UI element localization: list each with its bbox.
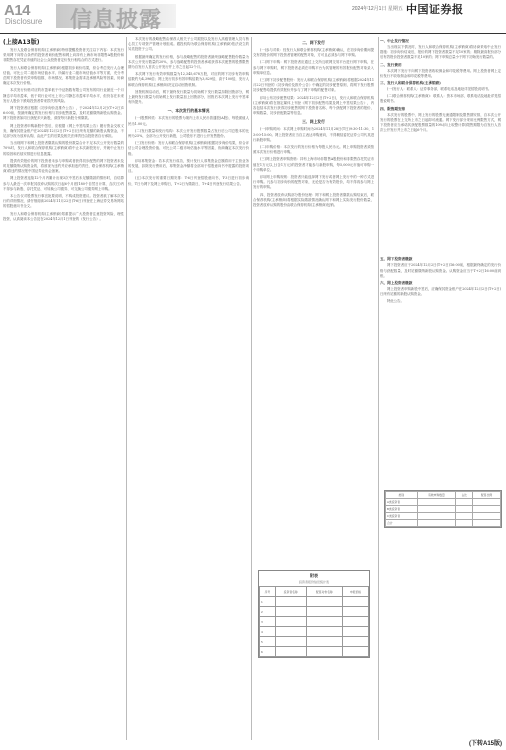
table-row [260, 607, 369, 617]
section-heading: 二、发行费用 [380, 62, 402, 67]
table-header-cell: 有效申购数量 [417, 492, 456, 499]
annex-grid [259, 586, 369, 657]
annex-title: 附表 [310, 573, 318, 578]
table-cell [417, 513, 456, 520]
issue-date: 2024年12月1日 星期五 [352, 6, 403, 12]
table-cell [473, 506, 501, 513]
paragraph: 本次发行的战略配售由保荐人相关子公司跟投以及发行人高级管理人员与核心员工专项资产管理计划组成。跟投机构为联合保荐机构(主承销商)依法设立的另类投资子公司。 [128, 37, 249, 52]
annex-subtitle: 投资者报价信息统计表 [298, 580, 329, 584]
continued-on-label: (下转A15版) [468, 741, 502, 747]
section-heading: 五、网下投资者缴款 [380, 257, 413, 262]
paragraph: 根据最终确定的发行价格，参与战略配售的投资者最终战略配售股份数量为本次公开发行数量的20%，参与战略配售的投资者承诺获得本次配售的股票限售期为自发行人首次公开发行并上市之日起12个月。 [128, 54, 249, 70]
table-cell [417, 506, 456, 513]
table-cell [473, 499, 501, 506]
paragraph: (二)网下申购：网下投资者应通过上交所互联网交易平台进行网下申购，在参与网下申购时，网下投资者必须在申购平台为其管理的有效报价配售对象录入申购单信息。 [253, 60, 374, 75]
table-cell [275, 647, 306, 657]
table-cell: 1 [260, 597, 276, 607]
table-cell [343, 637, 369, 647]
allocation-grid [385, 491, 501, 527]
table-cell [343, 617, 369, 627]
table-row [386, 506, 501, 513]
article-column-4 [380, 37, 501, 740]
table-cell: 4 [260, 627, 276, 637]
table-row [260, 597, 369, 607]
paragraph: 本公告仅对股票发行事宜扼要说明，不构成投资建议。投资者欲了解本次发行的详细情况，请仔细阅读2024年11月22日(T-6日)刊登在上海证券交易所网站的招股意向书全文。 [3, 194, 124, 209]
section-heading: 一、中止发行情况 [380, 39, 409, 43]
table-cell [306, 607, 342, 617]
paragraph: 特此公告。 [387, 299, 404, 304]
section-heading: 三、发行人和联合保荐机构(主承销商) [380, 81, 441, 86]
table-cell [275, 637, 306, 647]
header-rule [0, 33, 506, 34]
page-section-english: Disclosure [5, 17, 43, 26]
paragraph: 网下投资者应根据《初步询价及推介公告》，于2024年12月2日(T+2日)16:00前，按最终确定的发行价格与初步配售数量，及时足额缴纳新股认购资金。网下投资者如同日获配多只新股，请按每只新股分别缴款。 [3, 106, 124, 121]
table-spacer [380, 135, 501, 255]
paragraph: 网下投资者应于2024年12月2日(T+2日)16:00前，根据最终确定的发行价格与获配数量，及时足额缴纳新股认购资金。认购资金应当于T+2日16:00前到账。 [380, 263, 501, 278]
table-cell [275, 627, 306, 637]
page-number: A14 [4, 2, 31, 19]
table-cell: 合计 [386, 520, 418, 527]
table-cell [417, 499, 456, 506]
table-cell [275, 617, 306, 627]
table-cell: A类投资者 [386, 499, 418, 506]
table-row [386, 492, 501, 499]
paragraph: 本次网下发行不向网下投资者收取佣金和印花税等费用。网上投资者网上定价发行不收取佣金和印花税等费用。 [380, 68, 501, 78]
paragraph: 本次网下发行有效申购数量为12,345,678万股，对应的网下初步有效申购倍数约为4,396倍；网上发行初步有效申购倍数为3,829倍，高于100倍，发行人和联合保荐机构(主承销商)决定启动回拨机制。 [128, 72, 249, 87]
table-row [260, 627, 369, 637]
table-header-cell: 类别 [386, 492, 418, 499]
section-heading: 六、网上投资者缴款 [380, 281, 413, 286]
table-row [260, 647, 369, 657]
paragraph: (一)股票种类：本次发行的股票为境内上市人民币普通股(A股)，每股面值人民币1.00元。 [128, 116, 249, 126]
paragraph: (三)网下初步配售股份：发行人和联合保荐机构(主承销商)将根据2024年11月22日刊登的《初步询价及推介公告》中确定的初步配售原则，将网下发行股票初步配售给提供有效报价并参与了网下申购的配售对象。 [253, 78, 374, 93]
paragraph: 当出现网下和网上投资者缴款认购的股份数量合计不足本次公开发行数量的70%时，发行人和联合保荐机构(主承销商)将中止本次新股发行，并就中止发行的原因和后续安排进行信息披露。 [3, 141, 124, 156]
paragraph: (五)本次发行的重要日期安排：T-6日刊登招股意向书，T-3日进行初步询价，T日为网下及网上申购日，T+2日为缴款日，T+4日刊登发行结果公告。 [128, 176, 249, 186]
column-divider [126, 37, 127, 740]
section-heading: 三、网上发行 [302, 119, 325, 125]
table-cell [306, 617, 342, 627]
article-column-1 [3, 37, 124, 740]
allocation-table [384, 490, 502, 528]
table-cell: B类投资者 [386, 506, 418, 513]
paragraph: 网上投资者连续12个月内累计出现3次中签后未足额缴款的情形时，自结算参与人最近一次申报其放弃认购的次日起6个月(按180个自然日计算，含次日)内不得参与新股、存托凭证、可转换公司债券、可交换公司债券网上申购。 [3, 176, 124, 191]
article-column-2 [128, 37, 249, 740]
table-cell [343, 647, 369, 657]
table-header-cell: 申报价格 [343, 587, 369, 597]
paragraph: (三)发行价格：发行人和联合保荐机构(主承销商)根据初步询价结果，综合评估公司合理投资价值、可比公司二级市场估值水平等因素，协商确定本次发行价格。 [128, 141, 249, 156]
table-cell [456, 520, 473, 527]
paragraph: 提供有效报价的网下投资者未参与申购或者获得初步配售的网下投资者未及时足额缴纳认购资金的，将被视为违约并应承担违约责任，联合保荐机构(主承销商)将违约情况报中国证券业协会备案。 [3, 158, 124, 174]
table-cell [306, 647, 342, 657]
paragraph: (三)网上投资者申购资格：持有上海市场非限售A股股份和非限售存托凭证市值在1万元以上(含1万元)的投资者才能参与新股申购，每5,000元市值可申购一个申购单位。 [253, 157, 374, 172]
table-row [386, 513, 501, 520]
paragraph: 网上投资者申购新股中签后，应根据《网上中签结果公告》履行资金交收义务，确保其资金账户在2024年12月2日(T+2日)日终有足额的新股认购资金，不足部分视为放弃认购，由此产生的后果及相关法律责任由投资者自行承担。 [3, 123, 124, 139]
annex-table [258, 570, 370, 658]
table-cell [417, 520, 456, 527]
section-title: 信息披露 [70, 8, 163, 33]
continued-notice: (上接A13版) [3, 39, 40, 46]
table-header-cell: 配售对象名称 [306, 587, 342, 597]
paragraph: (二)联合保荐机构(主承销商)：联系人：资本市场部，联系电话及地址详见招股说明书。 [380, 94, 501, 104]
table-cell: 5 [260, 637, 276, 647]
table-row [260, 617, 369, 627]
table-header-cell: 占比 [456, 492, 473, 499]
newspaper-logo: 中国证券报 [406, 3, 464, 16]
table-row [260, 637, 369, 647]
table-header-cell: 序号 [260, 587, 276, 597]
paragraph: (一)发行人：联系人：证券事务部，联系电话及地址详见招股说明书。 [387, 87, 492, 92]
table-cell [306, 637, 342, 647]
column-divider [378, 37, 379, 740]
paragraph: 四、投资者放弃认购部分股份处理：网下和网上投资者缴款认购结束后，联合保荐机构(主承销商)将根据实际缴款情况确认网下和网上实际发行股份数量，投资者放弃认购的股份由联合保荐机构(主承销商)包销。 [253, 192, 374, 208]
table-cell: C类投资者 [386, 513, 418, 520]
table-cell [456, 506, 473, 513]
table-cell [473, 520, 501, 527]
table-cell: 3 [260, 617, 276, 627]
section-heading: 二、网下发行 [302, 40, 325, 45]
paragraph: 本次发行价格对应的市盈率低于中证指数有限公司发布的同行业最近一个月静态平均市盈率，低于同行业可比上市公司静态市盈率平均水平，但仍存在未来发行人股价下跌给投资者带来损失的风险。 [3, 88, 124, 103]
table-cell [306, 627, 342, 637]
paragraph: 当出现以下情况时，发行人和联合保荐机构(主承销商)将协商采取中止发行措施：初步询价结束后，报价的网下投资者数量不足10家的；剔除最高报价部分后有效报价投资者数量不足10家的；网下申购总量小于网下初始发行数量的。 [380, 45, 501, 60]
paragraph: 发行人和联合保荐机构(主承销商)根据初步询价结果，综合考虑发行人合理估值、可比公司二级市场估值水平、所属行业二级市场估值水平等方面，充分考虑网下投资者有效申购倍数、市场情况、募集资金需求及承销风险等因素，协商确定本次发行价格。 [3, 65, 124, 86]
section-heading: 四、限售期安排 [380, 106, 406, 111]
paragraph: (四)网上申购规则：投资者只能选择网下发行或者网上发行中的一种方式进行申购。凡参与初步询价的配售对象，无论是否为有效报价，均不得再参与网上发行的申购。 [253, 175, 374, 190]
column-divider [251, 37, 252, 740]
table-cell: 6 [260, 647, 276, 657]
table-cell [343, 627, 369, 637]
paragraph: (二)申购价格：本次发行的发行价格为每股人民币元。网上申购投资者须按照本次发行价格进行申购。 [253, 145, 374, 155]
table-cell [343, 607, 369, 617]
table-cell [306, 597, 342, 607]
table-cell [343, 597, 369, 607]
paragraph: 发行人及联合保荐机构(主承销商)特别提醒投资者关注以下内容：本次发行采用网下向符合条件的投资者询价配售和网上向持有上海市场非限售A股股份和非限售存托凭证市值的社会公众投资者定价发行相结合的方式进行。 [3, 48, 124, 63]
table-cell [456, 513, 473, 520]
page-masthead [0, 0, 506, 32]
table-row [260, 587, 369, 597]
paragraph: 发行人和联合保荐机构(主承销商)郑重提示广大投资者注意投资风险，理性投资，认真阅读本公告及在2024年12月1日刊登的《发行公告》。 [3, 211, 124, 221]
table-row [386, 499, 501, 506]
paragraph: 本次发行的股票中，网上发行的股票无流通限制及限售期安排，自本次公开发行的股票在上交所上市之日起即可流通。网下发行部分采用比例限售方式，网下投资者应当承诺其获配股票数量的10%(向上取整计算)限售期限为自发行人首次公开发行并上市之日起6个月。 [380, 112, 501, 133]
paragraph: 网上投资者申购新股中签后，应确保其资金账户在2024年12月2日(T+2日)日终有足额的新股认购资金。 [380, 287, 501, 297]
section-heading: 一、本次发行的基本情况 [167, 108, 210, 114]
table-header-cell: 配售比例 [473, 492, 501, 499]
paragraph: 回拨机制启动后，网下最终发行数量为初始网下发行数量扣除回拨部分，网上最终发行数量为初始网上发行数量加上回拨部分，回拨后本次网上发行中签率有所提升。 [128, 89, 249, 105]
table-cell [275, 597, 306, 607]
table-header-cell: 投资者名称 [275, 587, 306, 597]
table-cell: 2 [260, 607, 276, 617]
paragraph: (一)申购时间：本次网上申购时间为2024年11月28日(T日)9:30-11:30、13:00-15:00。网上投资者应当自主表达申购意向，不得概括委托证券公司代其进行新股申购。 [253, 127, 374, 142]
paragraph: (四)募集资金：若本次发行成功，预计发行人募集资金总额将用于主营业务的发展，扣除发行费用后，募集资金净额将全部用于招股意向书中披露的投资项目。 [128, 158, 249, 174]
table-cell [473, 513, 501, 520]
table-cell [275, 607, 306, 617]
table-cell [456, 499, 473, 506]
paragraph: (四)公布初步配售结果：2024年12月2日(T+2日)，发行人和联合保荐机构(主承销商)将在指定媒体上刊登《网下初步配售结果及网上中签结果公告》，内容包括本次发行获得初步配售的网下投资者名称、每个获配网下投资者的报价、申购数量、初步获配数量等信息。 [253, 95, 374, 116]
paragraph: (二)发行数量和发行结构：本次公开发行股票数量占发行后公司总股本的比例为25%，全部为公开发行新股，公司股东不进行公开发售股份。 [128, 128, 249, 139]
table-row [386, 520, 501, 527]
paragraph: (一)参与对象：经发行人和联合保荐机构(主承销商)确认，在初步询价期间提交有效报价的网下投资者管理的配售对象，方可且必须参与网下申购。 [253, 48, 374, 58]
